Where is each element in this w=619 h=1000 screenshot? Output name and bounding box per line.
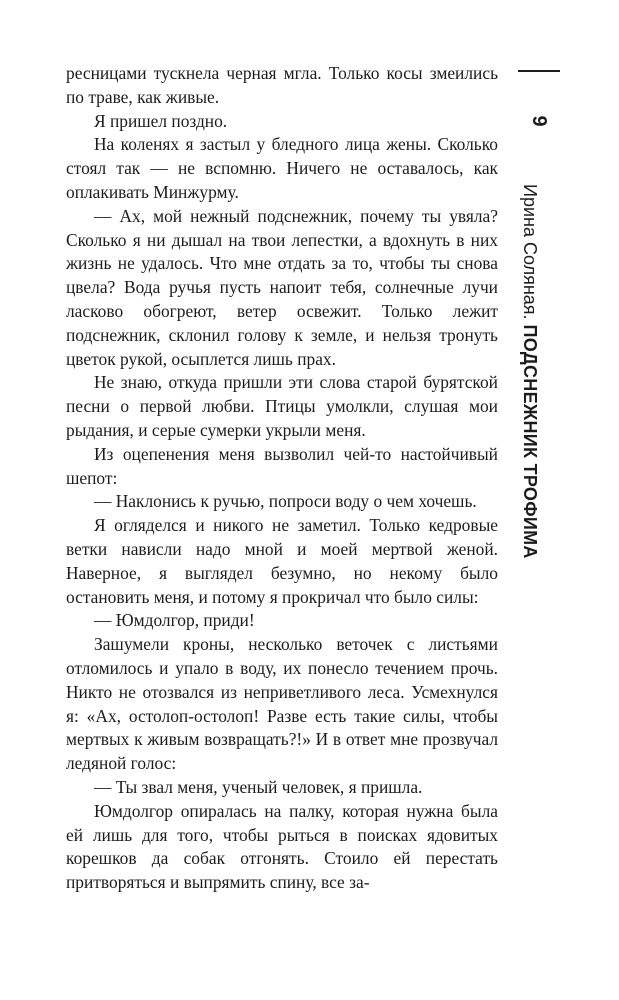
running-head-author: Ирина Соляная. [520, 184, 540, 320]
paragraph-2: Я пришел поздно. [94, 110, 228, 131]
paragraph-7: — Наклонись к ручью, попроси воду о чем хочешь. [94, 491, 477, 512]
paragraph-10: Зашумели кроны, несколько веточек с листьями отломилось и упало в воду, их понесло течением прочь. Никто не отозвался из неприветливого леса. Усмехнулся я: «Ах, остолоп-остолоп! Разве есть такие силы, чтобы мертвых к живым возвращать?!» И в ответ мне прозвучал ледяной голос: [66, 634, 498, 774]
paragraph-8: Я огляделся и никого не заметил. Только кедровые ветки нависли надо мной и моей мертвой женой. Наверное, я выглядел безумно, но некому было остановить меня, и потому я прокричал что было силы: [66, 515, 498, 607]
paragraph-5: Не знаю, откуда пришли эти слова старой бурятской песни о первой любви. Птицы умолкли, слушая мои рыдания, и серые сумерки укрыли меня. [66, 372, 498, 440]
body-text [66, 62, 498, 895]
paragraph-3: На коленях я застыл у бледного лица жены. Сколько стоял так — не вспомню. Ничего не оставалось, как оплакивать Минжурму. [66, 134, 498, 202]
paragraph-11: — Ты звал меня, ученый человек, я пришла. [94, 776, 423, 797]
page-number: 9 [528, 115, 551, 127]
paragraph-6: Из оцепенения меня вызволил чей-то настойчивый шепот: [66, 443, 498, 488]
paragraph-4: — Ах, мой нежный подснежник, почему ты увяла? Сколько я ни дышал на твои лепестки, а вдохнуть в них жизнь не удалось. Что мне отдать за то, чтобы ты снова цвела? Вода ручья пусть напоит тебя, солнечные лучи ласково обогреют, ветер освежит. Только лежит подснежник, склонил голову к земле, и нельзя тронуть цветок рукой, осыплется лишь прах. [66, 205, 498, 369]
header-rule [518, 70, 560, 72]
running-head-title: ПОДСНЕЖНИК ТРОФИМА [520, 324, 540, 559]
paragraph-12: Юмдолгор опиралась на палку, которая нужна была ей лишь для того, чтобы рыться в поисках ядовитых корешков да собак отгонять. Стоило ей перестать притворяться и выпрямить спину, все за- [66, 800, 498, 893]
running-head [519, 184, 541, 559]
paragraph-9: — Юмдолгор, приди! [94, 610, 255, 631]
paragraph-1: ресницами тускнела черная мгла. Только косы змеились по траве, как живые. [66, 63, 498, 107]
